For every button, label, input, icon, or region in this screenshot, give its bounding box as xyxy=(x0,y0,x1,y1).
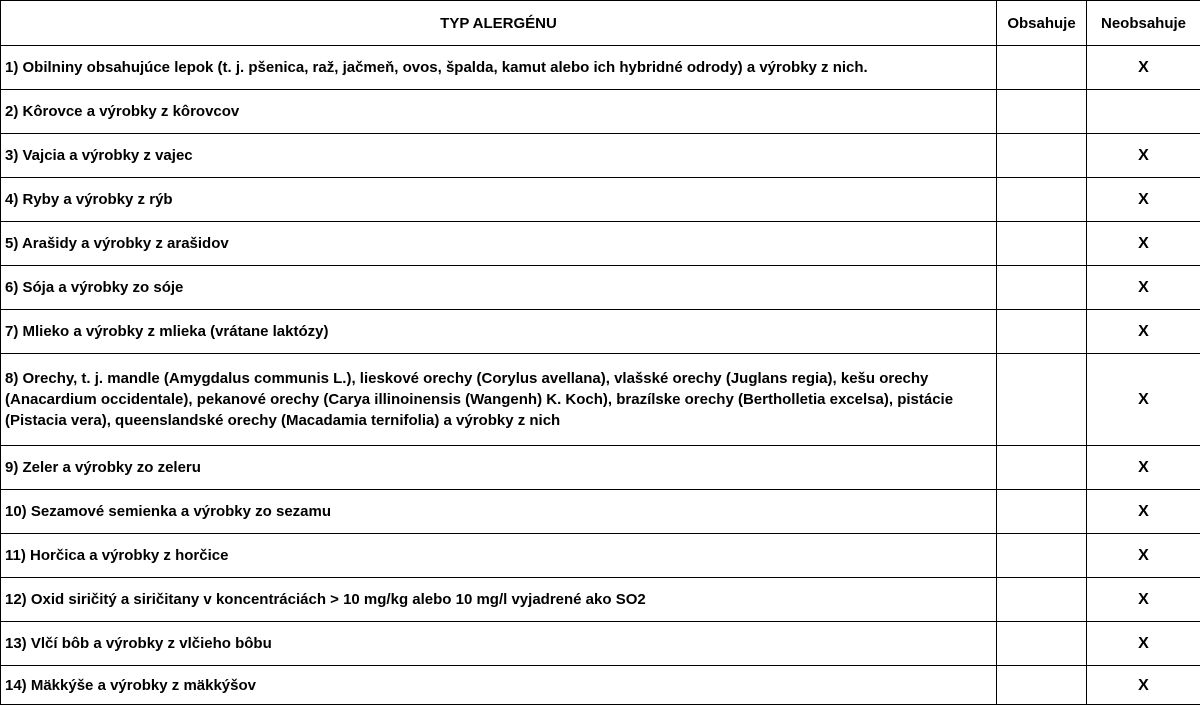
contains-cell xyxy=(997,222,1087,266)
allergen-cell: 8) Orechy, t. j. mandle (Amygdalus communis L.), lieskové orechy (Corylus avellana), vlašské orechy (Juglans regia), kešu orechy (Anacardium occidentale), pekanové orechy (Carya illinoinensis (Wangenh) K. Koch), brazílske orechy (Bertholletia excelsa), pistácie (Pistacia vera), queenslandské orechy (Macadamia ternifolia) a výrobky z nich xyxy=(1,354,997,446)
contains-cell xyxy=(997,622,1087,666)
table-row xyxy=(1,578,1200,622)
allergen-cell: 10) Sezamové semienka a výrobky zo sezamu xyxy=(1,490,997,534)
not-contains-cell: X xyxy=(1087,354,1200,446)
header-row xyxy=(1,1,1200,46)
allergen-cell: 11) Horčica a výrobky z horčice xyxy=(1,534,997,578)
table-row xyxy=(1,534,1200,578)
allergen-cell: 9) Zeler a výrobky zo zeleru xyxy=(1,446,997,490)
table-row xyxy=(1,310,1200,354)
allergen-cell: 4) Ryby a výrobky z rýb xyxy=(1,178,997,222)
contains-cell xyxy=(997,446,1087,490)
allergen-cell: 7) Mlieko a výrobky z mlieka (vrátane laktózy) xyxy=(1,310,997,354)
contains-cell xyxy=(997,178,1087,222)
allergen-cell: 13) Vlčí bôb a výrobky z vlčieho bôbu xyxy=(1,622,997,666)
table-row xyxy=(1,266,1200,310)
header-contains: Obsahuje xyxy=(997,1,1087,46)
table-row xyxy=(1,90,1200,134)
table-row xyxy=(1,446,1200,490)
not-contains-cell: X xyxy=(1087,446,1200,490)
table-row xyxy=(1,134,1200,178)
not-contains-cell xyxy=(1087,90,1200,134)
table-row xyxy=(1,490,1200,534)
contains-cell xyxy=(997,266,1087,310)
contains-cell xyxy=(997,90,1087,134)
contains-cell xyxy=(997,134,1087,178)
table-row xyxy=(1,666,1200,705)
allergen-cell: 2) Kôrovce a výrobky z kôrovcov xyxy=(1,90,997,134)
table-row xyxy=(1,622,1200,666)
contains-cell xyxy=(997,354,1087,446)
allergen-cell: 3) Vajcia a výrobky z vajec xyxy=(1,134,997,178)
not-contains-cell: X xyxy=(1087,266,1200,310)
not-contains-cell: X xyxy=(1087,490,1200,534)
not-contains-cell: X xyxy=(1087,622,1200,666)
not-contains-cell: X xyxy=(1087,46,1200,90)
table-row xyxy=(1,354,1200,446)
not-contains-cell: X xyxy=(1087,178,1200,222)
contains-cell xyxy=(997,534,1087,578)
contains-cell xyxy=(997,46,1087,90)
allergen-cell: 5) Arašidy a výrobky z arašidov xyxy=(1,222,997,266)
table-row xyxy=(1,178,1200,222)
contains-cell xyxy=(997,578,1087,622)
not-contains-cell: X xyxy=(1087,134,1200,178)
not-contains-cell: X xyxy=(1087,666,1200,705)
table-row xyxy=(1,46,1200,90)
allergen-cell: 6) Sója a výrobky zo sóje xyxy=(1,266,997,310)
table-row xyxy=(1,222,1200,266)
allergen-cell: 12) Oxid siričitý a siričitany v koncentráciách > 10 mg/kg alebo 10 mg/l vyjadrené ako SO2 xyxy=(1,578,997,622)
not-contains-cell: X xyxy=(1087,534,1200,578)
allergen-cell: 1) Obilniny obsahujúce lepok (t. j. pšenica, raž, jačmeň, ovos, špalda, kamut alebo ich hybridné odrody) a výrobky z nich. xyxy=(1,46,997,90)
header-allergen-type: TYP ALERGÉNU xyxy=(1,1,997,46)
not-contains-cell: X xyxy=(1087,222,1200,266)
not-contains-cell: X xyxy=(1087,578,1200,622)
contains-cell xyxy=(997,490,1087,534)
header-not-contains: Neobsahuje xyxy=(1087,1,1200,46)
contains-cell xyxy=(997,310,1087,354)
contains-cell xyxy=(997,666,1087,705)
allergen-cell: 14) Mäkkýše a výrobky z mäkkýšov xyxy=(1,666,997,705)
not-contains-cell: X xyxy=(1087,310,1200,354)
